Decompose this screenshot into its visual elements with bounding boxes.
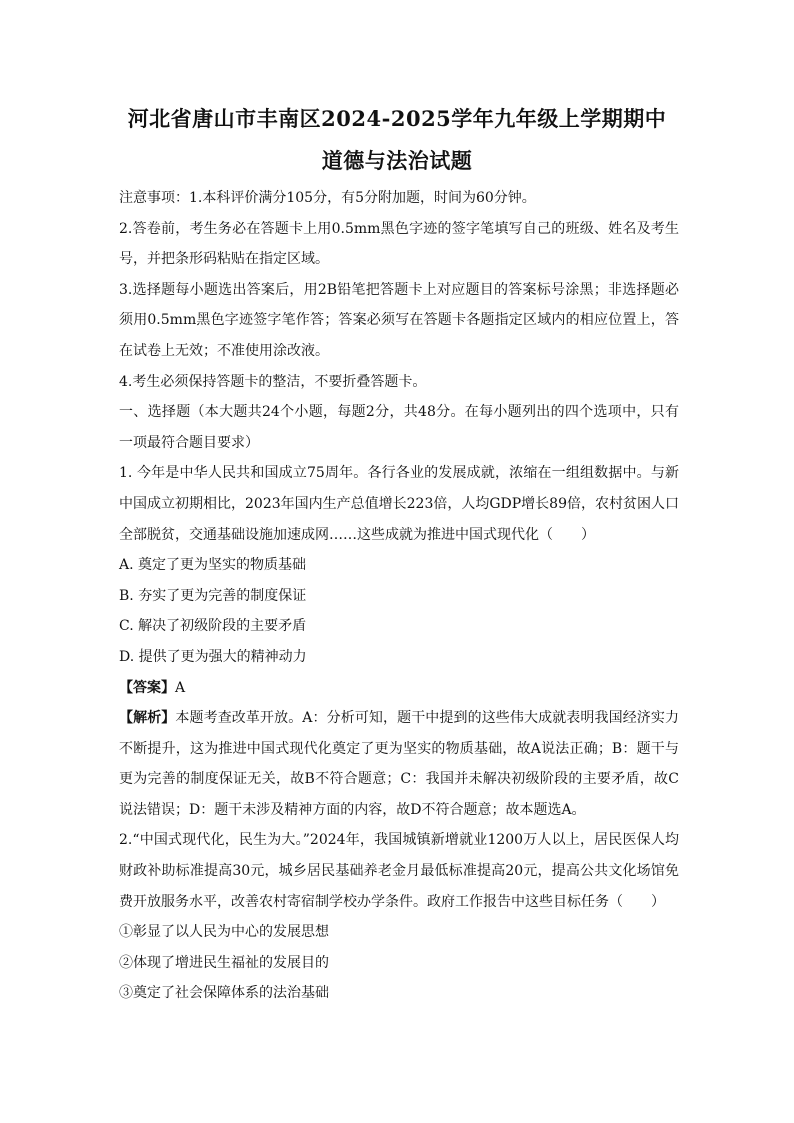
question-2-stem: 2.“中国式现代化，民生为大。”2024年，我国城镇新增就业1200万人以上，居民医保人均财政补助标准提高30元，城乡居民基础养老金月最低标准提高20元，提高公共文化场馆免费开放服务水平，改善农村寄宿制学校办学条件。政府工作报告中这些目标任务（ ） — [119, 832, 679, 910]
question-2-item-3: ③奠定了社会保障体系的法治基础 — [119, 985, 329, 1002]
answer-label: 【答案】 — [119, 679, 175, 696]
notice-item-2: 2.答卷前，考生务必在答题卡上用0.5mm黑色字迹的签字笔填写自己的班级、姓名及考生号，并把条形码粘贴在指定区域。 — [119, 220, 679, 268]
notice-item-4: 4.考生必须保持答题卡的整洁，不要折叠答题卡。 — [119, 373, 427, 390]
analysis-label: 【解析】 — [119, 710, 176, 727]
notice-item-1: 注意事项：1.本科评价满分105分，有5分附加题，时间为60分钟。 — [119, 190, 536, 206]
question-1-option-b: B. 夯实了更为完善的制度保证 — [119, 587, 307, 604]
notice-item-3: 3.选择题每小题选出答案后，用2B铅笔把答题卡上对应题目的答案标号涂黑；非选择题必须用0.5mm黑色字迹签字笔作答；答案必须写在答题卡各题指定区域内的相应位置上，答在试卷上无效；不准使用涂改液。 — [119, 281, 679, 359]
question-1-option-d: D. 提供了更为强大的精神动力 — [119, 648, 307, 665]
exam-title-line1: 河北省唐山市丰南区2024-2025学年九年级上学期期中 — [127, 106, 667, 131]
answer-value: A — [175, 679, 186, 696]
exam-body — [119, 183, 679, 1009]
question-1-option-c: C. 解决了初级阶段的主要矛盾 — [119, 618, 307, 635]
question-1-option-a: A. 奠定了更为坚实的物质基础 — [119, 557, 307, 574]
question-2-item-1: ①彰显了以人民为中心的发展思想 — [119, 924, 329, 941]
question-2-item-2: ②体现了增进民生福祉的发展目的 — [119, 954, 329, 971]
question-1-analysis — [119, 703, 679, 825]
section-heading-choice: 一、选择题（本大题共24个小题，每题2分，共48分。在每小题列出的四个选项中，只有一项最符合题目要求） — [119, 404, 679, 451]
question-1-stem: 1. 今年是中华人民共和国成立75周年。各行各业的发展成就，浓缩在一组组数据中。与新中国成立初期相比，2023年国内生产总值增长223倍，人均GDP增长89倍，农村贫困人口全部脱贫，交通基础设施加速成网……这些成就为推进中国式现代化（ ） — [119, 465, 679, 543]
question-1-answer — [119, 673, 679, 704]
analysis-text: 本题考查改革开放。A：分析可知，题干中提到的这些伟大成就表明我国经济实力不断提升，这为推进中国式现代化奠定了更为坚实的物质基础，故A说法正确；B：题干与更为完善的制度保证无关，故B不符合题意；C：我国并未解决初级阶段的主要矛盾，故C说法错误；D：题干未涉及精神方面的内容，故D不符合题意；故本题选A。 — [119, 710, 680, 818]
exam-title-line2: 道德与法治试题 — [321, 148, 473, 173]
